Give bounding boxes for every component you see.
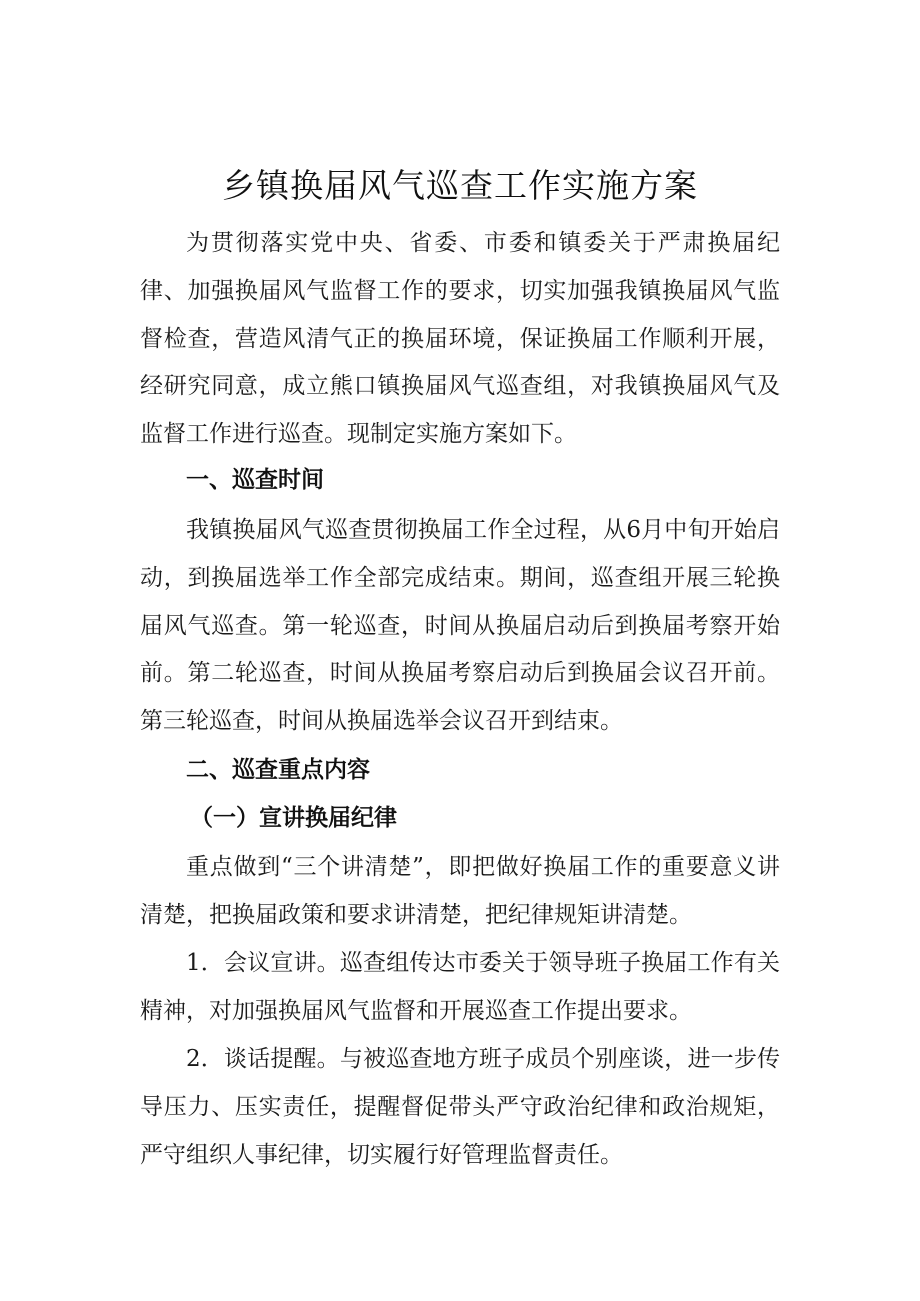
list-item-meeting: 1．会议宣讲。巡查组传达市委关于领导班子换届工作有关精神，对加强换届风气监督和开展巡查工作提出要求。 [140, 950, 780, 1024]
section-heading-content: 二、巡查重点内容 [186, 757, 370, 783]
list-item-talk: 2．谈话提醒。与被巡查地方班子成员个别座谈，进一步传导压力、压实责任，提醒督促带头严守政治纪律和政治规矩，严守组织人事纪律，切实履行好管理监督责任。 [140, 1046, 780, 1168]
subsection-body-discipline: 重点做到“三个讲清楚”，即把做好换届工作的重要意义讲清楚，把换届政策和要求讲清楚，把纪律规矩讲清楚。 [140, 854, 780, 928]
section-heading-time: 一、巡查时间 [186, 467, 324, 493]
intro-paragraph: 为贯彻落实党中央、省委、市委和镇委关于严肃换届纪律、加强换届风气监督工作的要求，切实加强我镇换届风气监督检查，营造风清气正的换届环境，保证换届工作顺利开展，经研究同意，成立熊口镇换届风气巡查组，对我镇换届风气及监督工作进行巡查。现制定实施方案如下。 [140, 230, 780, 448]
subsection-heading-discipline: （一）宣讲换届纪律 [190, 805, 397, 831]
document-title: 乡镇换届风气巡查工作实施方案 [222, 166, 698, 206]
section-body-time: 我镇换届风气巡查贯彻换届工作全过程，从6月中旬开始启动，到换届选举工作全部完成结束。期间，巡查组开展三轮换届风气巡查。第一轮巡查，时间从换届启动后到换届考察开始前。第二轮巡查，时间从换届考察启动后到换届会议召开前。第三轮巡查，时间从换届选举会议召开到结束。 [140, 517, 780, 735]
